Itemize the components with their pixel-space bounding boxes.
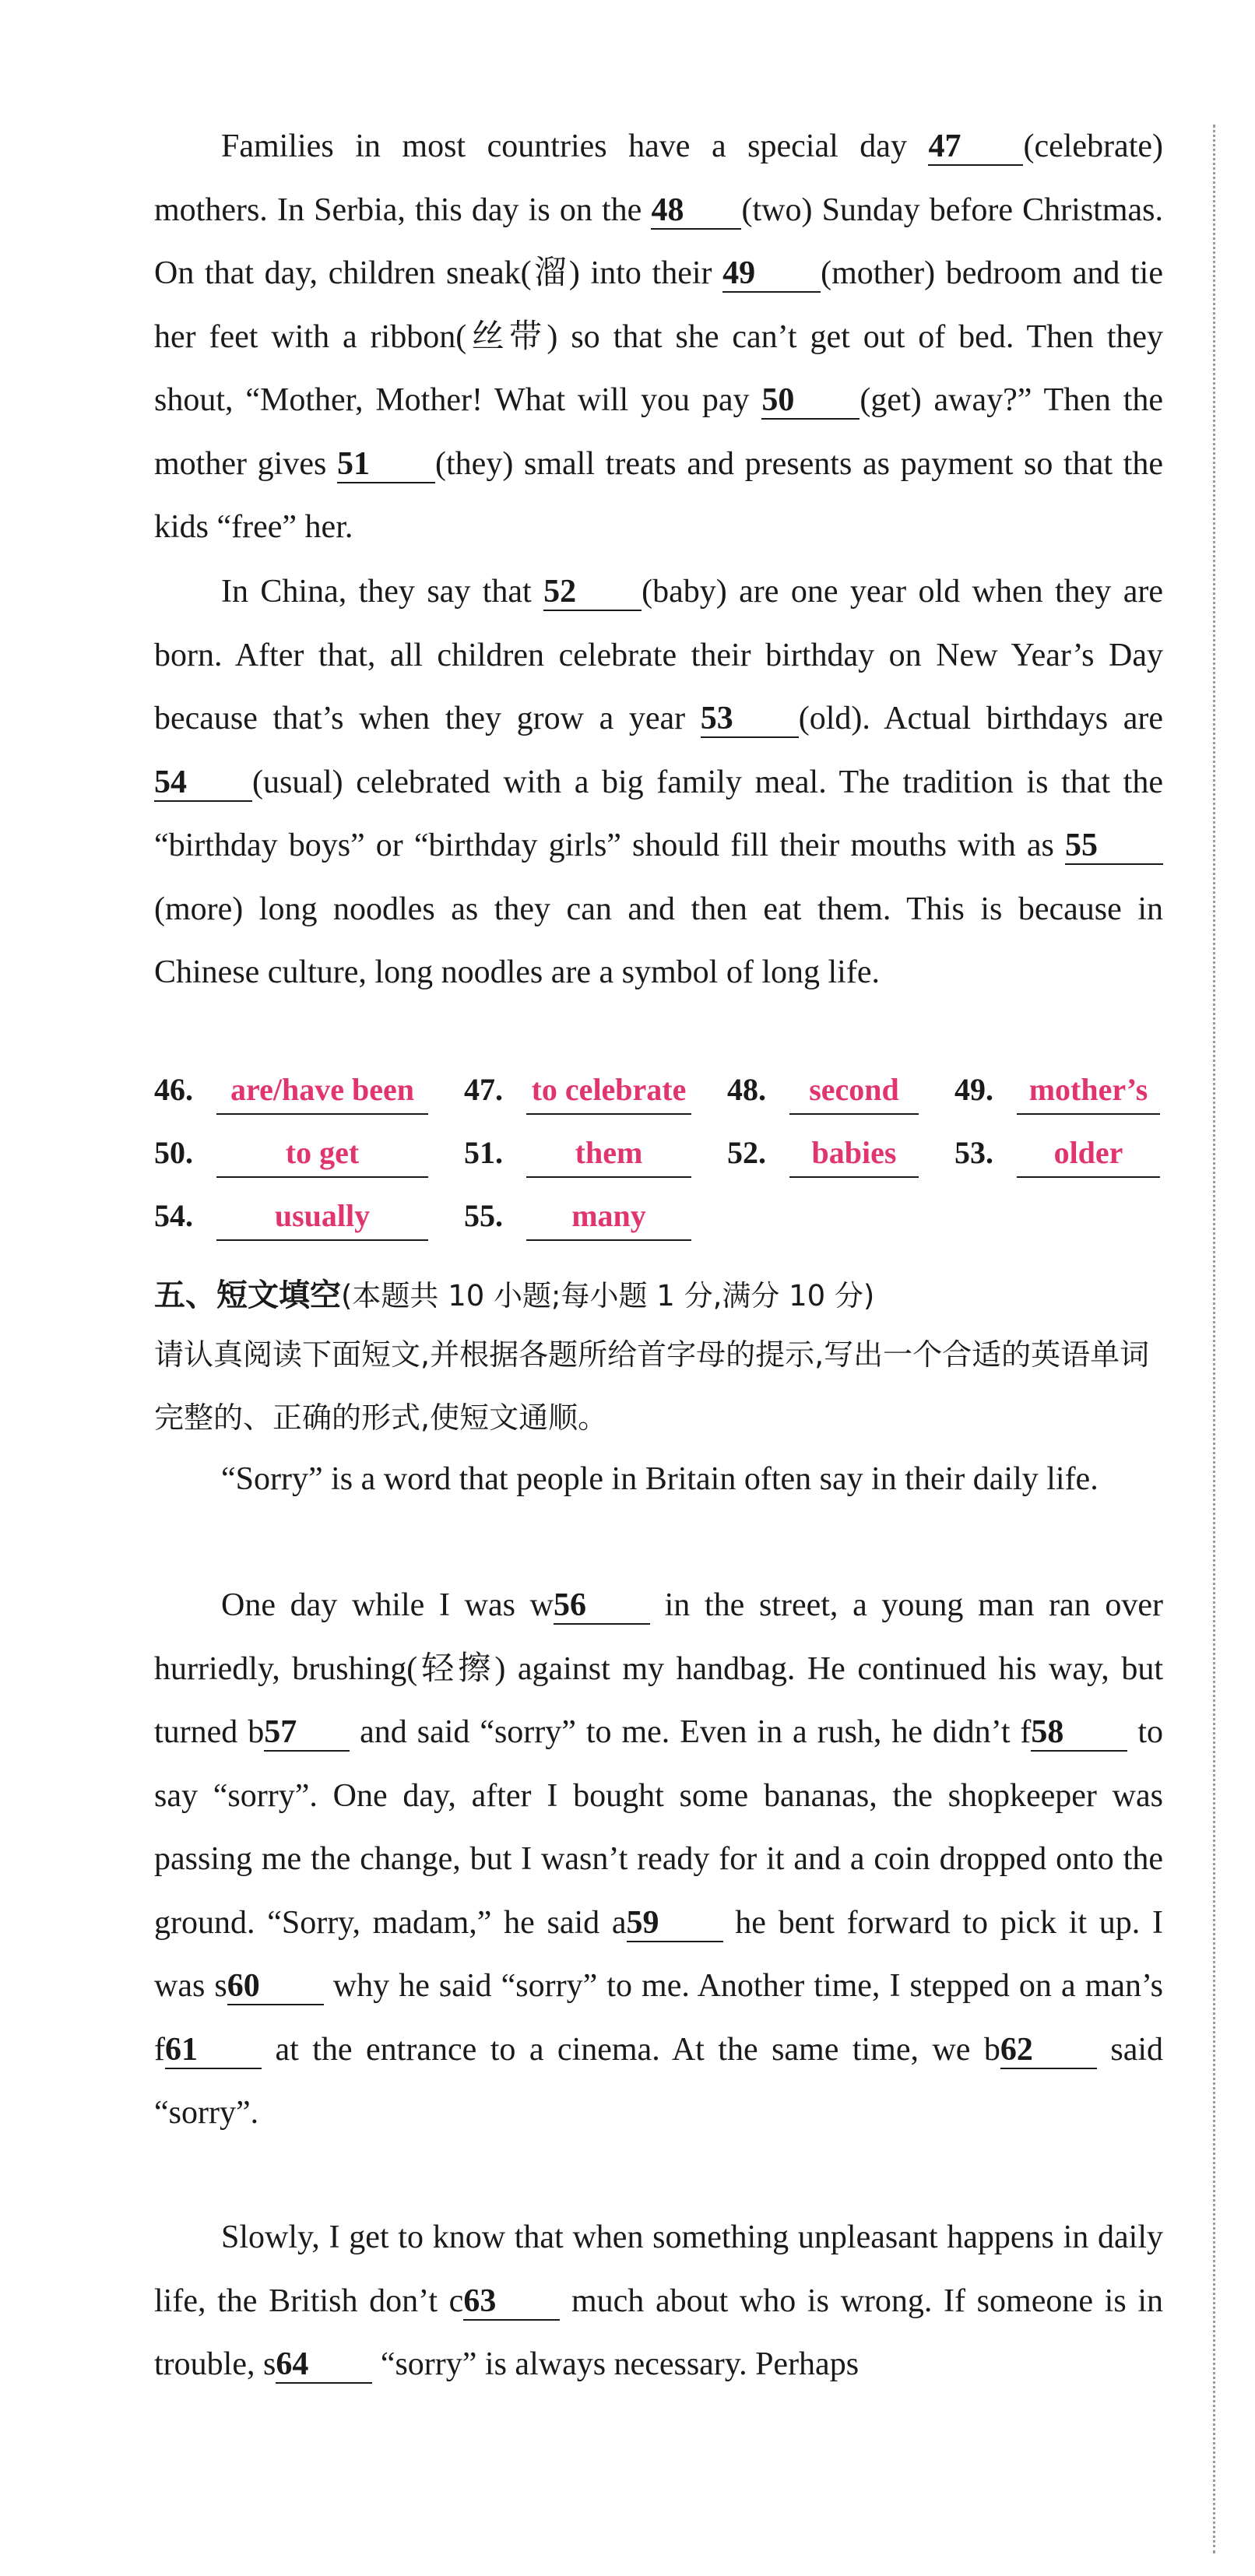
answer-value: many xyxy=(526,1193,691,1241)
text-span: and said “sorry” to me. Even in a rush, he didn’t f xyxy=(350,1714,1032,1750)
answer-number: 49. xyxy=(954,1072,993,1107)
blank-64: 64 xyxy=(276,2346,372,2384)
answer-number: 51. xyxy=(464,1135,503,1170)
text-span: (old). Actual birthdays are xyxy=(798,701,1164,736)
blank-59: 59 xyxy=(627,1905,723,1942)
text-span: (usual) celebrated with a big family meal. The tradition is that the “birthday boys” or “birthday girls” should fill their mouths with as xyxy=(154,764,1163,863)
passage2-paragraph1: “Sorry” is a word that people in Britain often say in their daily life. xyxy=(221,1461,1099,1497)
binding-margin-line xyxy=(1213,125,1215,2553)
answer-value: second xyxy=(789,1067,919,1115)
blank-53: 53 xyxy=(701,701,799,738)
blank-47: 47 xyxy=(928,128,1023,166)
blank-60: 60 xyxy=(227,1968,324,2005)
text-span: (they) small treats and presents as payment so that the kids “free” her. xyxy=(154,445,1163,545)
answer-number: 50. xyxy=(154,1135,193,1170)
blank-54: 54 xyxy=(154,764,252,802)
answer-value: to get xyxy=(216,1130,428,1178)
blank-56: 56 xyxy=(554,1587,650,1625)
passage2-paragraph2 xyxy=(154,1574,1163,2145)
answer-number: 46. xyxy=(154,1072,193,1107)
answer-number: 54. xyxy=(154,1198,193,1233)
text-span: why he said “sorry” to me. Another time, I stepped on a man’s f xyxy=(154,1968,1163,2068)
passage1-paragraph1 xyxy=(154,115,1163,560)
text-span: “sorry” is always necessary. Perhaps xyxy=(372,2346,860,2382)
text-span: One day while I was w xyxy=(221,1587,554,1623)
text-span: in the street, a young man ran over hurriedly, brushing(轻擦) against my handbag. He continued his way, but turned b xyxy=(154,1587,1164,1750)
passage2-paragraph3 xyxy=(154,2206,1163,2397)
text-span: said “sorry”. xyxy=(154,2031,1164,2131)
blank-52: 52 xyxy=(543,574,642,611)
section-instruction: 请认真阅读下面短文,并根据各题所给首字母的提示,写出一个合适的英语单词完整的、正确的形式,使短文通顺。 xyxy=(154,1337,1150,1435)
text-span: Slowly, I get to know that when something unpleasant happens in daily life, the British don’t c xyxy=(154,2219,1163,2319)
blank-61: 61 xyxy=(165,2032,262,2069)
answer-number: 48. xyxy=(727,1072,766,1107)
text-span: (celebrate) mothers. In Serbia, this day is on the xyxy=(154,128,1163,228)
answer-value: older xyxy=(1017,1130,1160,1178)
answer-number: 52. xyxy=(727,1135,766,1170)
text-span: at the entrance to a cinema. At the same time, we b xyxy=(262,2031,1000,2068)
text-span: (more) long noodles as they can and then eat them. This is because in Chinese culture, long noodles are a symbol of long life. xyxy=(154,891,1163,990)
blank-62: 62 xyxy=(1000,2032,1097,2069)
answer-value: are/have been xyxy=(216,1067,428,1115)
answer-number: 53. xyxy=(954,1135,993,1170)
text-span: much about who is wrong. If someone is in trouble, s xyxy=(154,2283,1163,2382)
passage1-paragraph2 xyxy=(154,561,1163,1005)
answer-value: them xyxy=(526,1130,691,1178)
blank-57: 57 xyxy=(264,1714,350,1752)
answer-number: 55. xyxy=(464,1198,503,1233)
blank-58: 58 xyxy=(1031,1714,1127,1752)
blank-48: 48 xyxy=(651,192,741,230)
blank-55: 55 xyxy=(1065,828,1163,865)
text-span: to say “sorry”. One day, after I bought some bananas, the shopkeeper was passing me the change, but I wasn’t ready for it and a coin dropped onto the ground. “Sorry, madam,” he said a xyxy=(154,1714,1164,1941)
answer-value: usually xyxy=(216,1193,428,1241)
blank-51: 51 xyxy=(337,446,435,483)
answer-value: to celebrate xyxy=(526,1067,691,1115)
blank-50: 50 xyxy=(761,382,860,420)
section-heading xyxy=(154,1270,874,1315)
blank-49: 49 xyxy=(722,255,821,293)
section-title: 五、短文填空 xyxy=(154,1277,341,1313)
text-span: (baby) are one year old when they are born. After that, all children celebrate their birthday on New Year’s Day because that’s when they grow a year xyxy=(154,574,1163,736)
answer-value: babies xyxy=(789,1130,919,1178)
answer-value: mother’s xyxy=(1017,1067,1160,1115)
text-span: In China, they say that xyxy=(221,574,544,610)
answer-number: 47. xyxy=(464,1072,503,1107)
blank-63: 63 xyxy=(463,2283,560,2321)
text-span: (two) Sunday before Christmas. On that day, children sneak(溜) into their xyxy=(154,192,1163,291)
text-span: (get) away?” Then the mother gives xyxy=(154,382,1163,482)
text-span: Families in most countries have a special day xyxy=(221,128,929,164)
text-span: he bent forward to pick it up. I was s xyxy=(154,1904,1164,2004)
section-note: (本题共 10 小题;每小题 1 分,满分 10 分) xyxy=(341,1279,875,1313)
text-span: (mother) bedroom and tie her feet with a ribbon(丝带) so that she can’t get out of bed. Then they shout, “Mother, Mother! What will you pay xyxy=(154,255,1163,418)
